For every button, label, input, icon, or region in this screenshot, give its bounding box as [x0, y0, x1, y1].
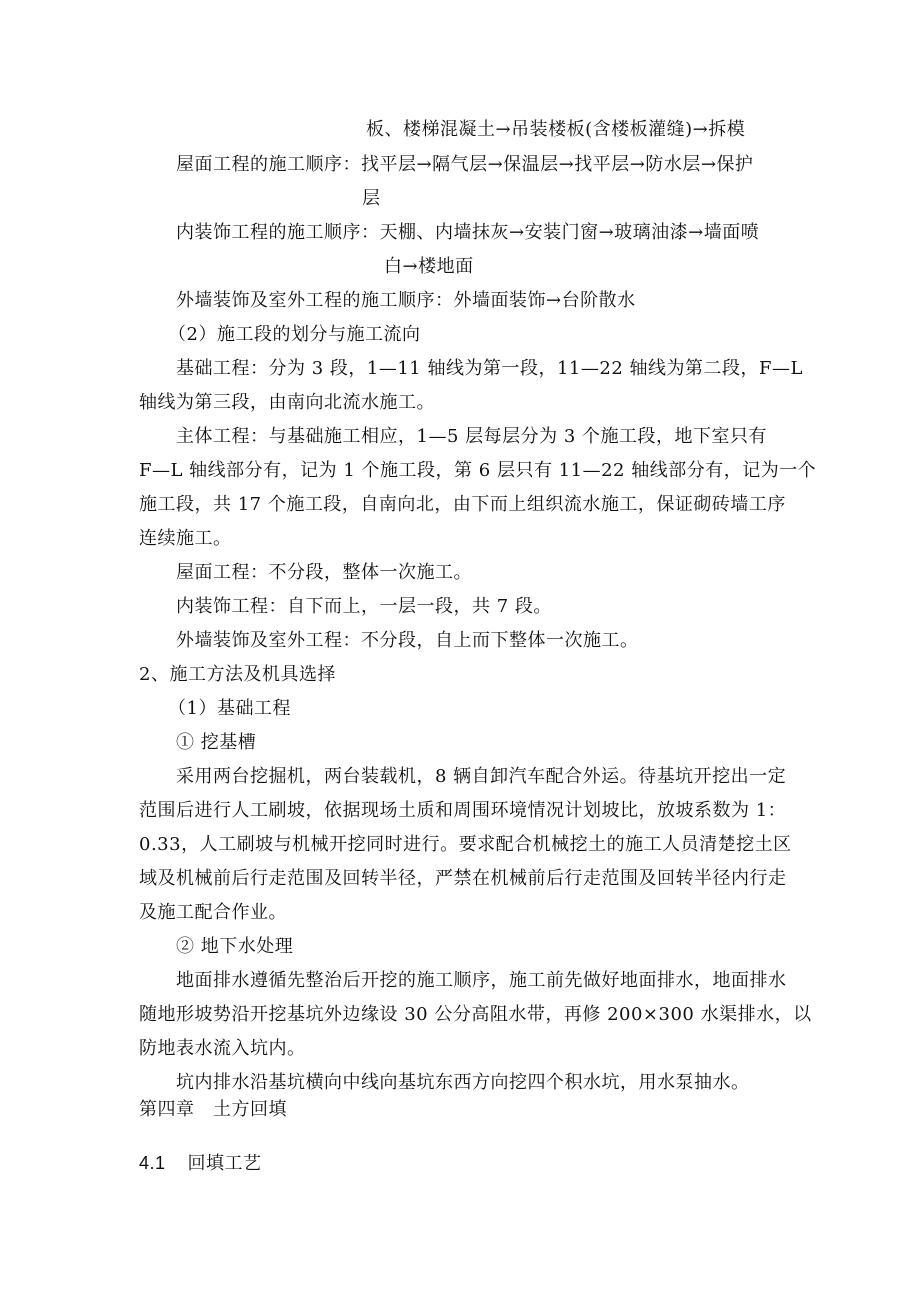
text-line: 随地形坡势沿开挖基坑外边缘设 30 公分高阻水带，再修 200×300 水渠排水，以 — [139, 1004, 812, 1025]
text-line: 域及机械前后行走范围及回转半径，严禁在机械前后行走范围及回转半径内行走 — [139, 868, 787, 889]
section-number: 4.1 — [139, 1153, 166, 1173]
text-line: 屋面工程：不分段，整体一次施工。 — [176, 562, 472, 583]
text-line: 内装饰工程的施工顺序：天棚、内墙抹灰→安装门窗→玻璃油漆→墙面喷 — [176, 222, 760, 243]
section-heading-4-1 — [139, 1151, 262, 1176]
text-line: 施工段，共 17 个施工段，自南向北，由下而上组织流水施工，保证砌砖墙工序 — [139, 494, 786, 515]
text-line: 基础工程：分为 3 段，1—11 轴线为第一段，11—22 轴线为第二段，F—L — [176, 358, 803, 379]
text-line: 白→楼地面 — [384, 256, 474, 277]
text-line: 采用两台挖掘机，两台装载机，8 辆自卸汽车配合外运。待基坑开挖出一定 — [176, 766, 787, 787]
text-line: 板、楼梯混凝土→吊装楼板(含楼板灌缝)→拆模 — [366, 119, 746, 140]
text-line: 层 — [362, 188, 381, 209]
text-line: 0.33，人工刷坡与机械开挖同时进行。要求配合机械挖土的施工人员清楚挖土区 — [139, 834, 792, 855]
text-line: 屋面工程的施工顺序：找平层→隔气层→保温层→找平层→防水层→保护 — [176, 154, 754, 175]
text-line: 外墙装饰及室外工程的施工顺序：外墙面装饰→台阶散水 — [176, 290, 636, 311]
text-line: 坑内排水沿基坑横向中线向基坑东西方向挖四个积水坑，用水泵抽水。 — [176, 1072, 750, 1093]
chapter-heading: 第四章 土方回填 — [139, 1099, 287, 1120]
section-heading: 2、施工方法及机具选择 — [139, 664, 336, 685]
text-line: F—L 轴线部分有，记为 1 个施工段，第 6 层只有 11—22 轴线部分有，记为一个 — [139, 460, 817, 481]
text-line: 范围后进行人工刷坡，依据现场土质和周围环境情况计划坡比，放坡系数为 1： — [139, 800, 787, 821]
text-line: 主体工程：与基础施工相应，1—5 层每层分为 3 个施工段，地下室只有 — [176, 426, 768, 447]
text-line: 内装饰工程：自下而上，一层一段，共 7 段。 — [176, 596, 552, 617]
text-line: 及施工配合作业。 — [139, 902, 287, 923]
text-line: 防地表水流入坑内。 — [139, 1038, 306, 1059]
text-line: 地面排水遵循先整治后开挖的施工顺序，施工前先做好地面排水，地面排水 — [176, 970, 787, 991]
subheading: ① 挖基槽 — [176, 732, 257, 753]
subheading: （2）施工段的划分与施工流向 — [168, 324, 421, 345]
text-line: 连续施工。 — [139, 528, 232, 549]
text-line: 轴线为第三段，由南向北流水施工。 — [139, 392, 435, 413]
text-line: 外墙装饰及室外工程：不分段，自上而下整体一次施工。 — [176, 630, 639, 651]
section-title: 回填工艺 — [187, 1153, 262, 1174]
subheading: ② 地下水处理 — [176, 936, 294, 957]
subheading: （1）基础工程 — [168, 698, 291, 719]
